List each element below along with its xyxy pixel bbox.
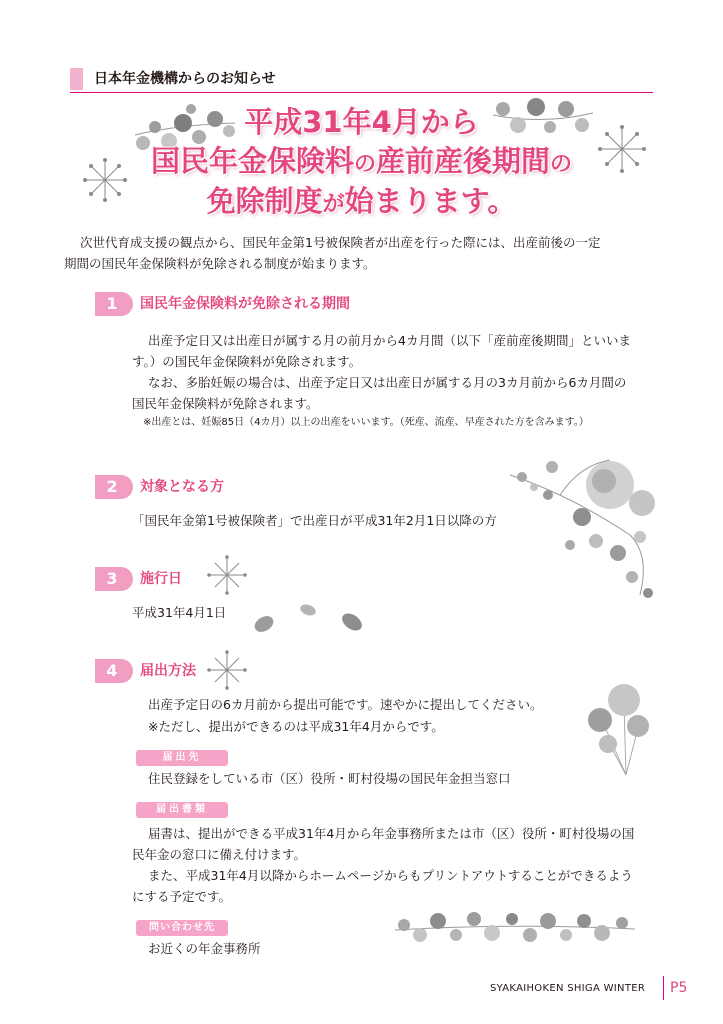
- title-line-3-a: 免除制度: [206, 184, 323, 218]
- section-3-number: 3: [106, 569, 118, 588]
- section-4-line-1: 出産予定日の6カ月前から提出可能です。速やかに提出してください。: [148, 697, 543, 712]
- page-number: P5: [663, 976, 700, 1000]
- section-1-header: [95, 290, 425, 316]
- section-2-number: 2: [106, 477, 118, 496]
- section-2-line-1: 「国民年金第1号被保険者」で出産日が平成31年2月1日以降の方: [132, 513, 497, 528]
- watercolor-berry-branch-decoration: [500, 455, 670, 605]
- section-4-line-2: ※ただし、提出ができるのは平成31年4月からです。: [148, 719, 444, 734]
- section-1-line-3: なお、多胎妊娠の場合は、出産予定日又は出産日が属する月の3カ月前から6カ月間の: [148, 375, 627, 390]
- footer-brand: SYAKAIHOKEN SHIGA WINTER: [490, 983, 646, 994]
- sub-label-documents: 届出書類: [136, 802, 228, 818]
- submit-to-line-1: 住民登録をしている市（区）役所・町村役場の国民年金担当窓口: [148, 771, 511, 786]
- title-line-2-a: 国民年金保険料: [150, 144, 354, 178]
- section-3-heading: 施行日: [140, 571, 182, 587]
- documents-line-3: また、平成31年4月以降からホームページからもプリントアウトすることができるよう: [148, 868, 633, 883]
- section-2-header: [95, 473, 395, 499]
- documents-line-2: 民年金の窓口に備え付けます。: [132, 847, 307, 862]
- watercolor-balloon-bouquet-decoration: [580, 680, 650, 780]
- banner-marker: [70, 68, 83, 90]
- section-1-heading: 国民年金保険料が免除される期間: [140, 296, 350, 312]
- watercolor-leaf-decoration: [252, 602, 382, 638]
- section-4-number: 4: [106, 661, 118, 680]
- intro-line-1: 次世代育成支援の観点から、国民年金第1号被保険者が出産を行った際には、出産前後の一定: [80, 235, 601, 250]
- contact-line-1: お近くの年金事務所: [148, 941, 261, 956]
- title-line-2: [0, 143, 723, 183]
- title-line-2-c: 産前産後期間: [376, 144, 551, 178]
- banner-label: 日本年金機構からのお知らせ: [94, 71, 276, 87]
- section-3-header: [95, 565, 295, 591]
- title-line-1: 平成31年4月から: [244, 105, 479, 139]
- title-line-3-c: 始まります。: [344, 184, 517, 218]
- title-line-2-d: の: [550, 152, 573, 177]
- section-2-heading: 対象となる方: [140, 479, 224, 495]
- watercolor-garland-decoration: [390, 905, 640, 950]
- title-line-2-b: の: [353, 152, 376, 177]
- snowflake-icon-section-3: [205, 553, 249, 597]
- sub-label-submit-to: 届出先: [136, 750, 228, 766]
- section-4-heading: 届出方法: [140, 663, 196, 679]
- section-3-line-1: 平成31年4月1日: [132, 605, 227, 620]
- section-1-line-4: 国民年金保険料が免除されます。: [132, 396, 319, 411]
- intro-line-2: 期間の国民年金保険料が免除される制度が始まります。: [64, 256, 376, 271]
- section-1-note: ※出産とは、妊娠85日（4カ月）以上の出産をいいます。（死産、流産、早産された方を含みます。）: [143, 417, 589, 428]
- section-banner: [70, 66, 653, 93]
- section-4-header: [95, 657, 295, 683]
- section-1-line-2: す。）の国民年金保険料が免除されます。: [132, 354, 362, 369]
- title-line-3-b: が: [322, 192, 345, 217]
- section-1-line-1: 出産予定日又は出産日が属する月の前月から4カ月間（以下「産前産後期間」といいま: [148, 333, 631, 348]
- title-line-3: [0, 183, 723, 223]
- snowflake-icon-section-4: [205, 648, 249, 692]
- section-1-number: 1: [106, 294, 118, 313]
- documents-line-4: にする予定です。: [132, 889, 232, 904]
- sub-label-contact: 問い合わせ先: [136, 920, 228, 936]
- documents-line-1: 届書は、提出ができる平成31年4月から年金事務所または市（区）役所・町村役場の国: [148, 826, 635, 841]
